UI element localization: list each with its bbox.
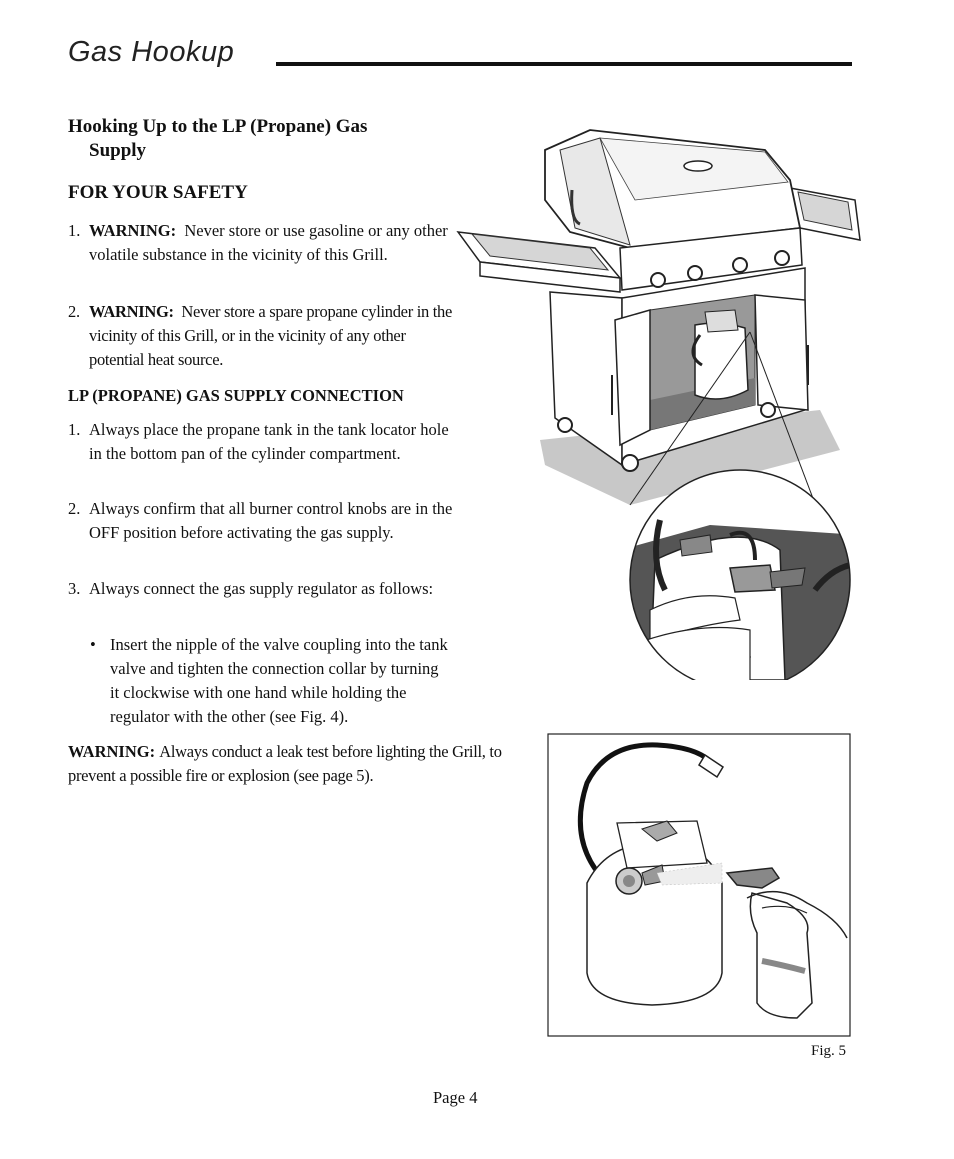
safety-item-2 <box>68 300 460 372</box>
page-title: Gas Hookup <box>68 36 235 68</box>
item-number: 3. <box>68 579 81 598</box>
grill-illustration <box>450 120 870 680</box>
item-text: Always connect the gas supply regulator as follows: <box>89 579 434 598</box>
figure-caption: Fig. 5 <box>811 1043 847 1059</box>
warning-label: WARNING: <box>89 302 174 321</box>
section-heading <box>68 115 448 163</box>
leak-test-illustration <box>547 733 851 1038</box>
safety-item-1 <box>68 219 460 267</box>
leak-test-warning <box>68 740 548 788</box>
warning-text: Always conduct a leak test before lighting the Grill, to prevent a possible fire or explosion (see page 5). <box>68 742 502 785</box>
item-number: 2. <box>68 302 80 321</box>
item-text: Never store a spare propane cylinder in the vicinity of this Grill, or in the vicinity of any other potential heat source. <box>89 302 453 369</box>
item-text: Always place the propane tank in the tank locator hole in the bottom pan of the cylinder compartment. <box>89 420 449 463</box>
warning-label: WARNING: <box>89 221 177 240</box>
section-heading-line1: Hooking Up to the LP (Propane) Gas <box>68 116 368 137</box>
bullet-text: Insert the nipple of the valve coupling into the tank valve and tighten the connection collar by turning it clockwise with one hand while holding the regulator with the other (see Fig. 4). <box>110 635 448 726</box>
item-number: 1. <box>68 221 81 240</box>
section-heading-line2: Supply <box>89 140 147 161</box>
lp-item-2 <box>68 497 460 545</box>
item-number: 2. <box>68 499 81 518</box>
item-number: 1. <box>68 420 81 439</box>
warning-label: WARNING: <box>68 742 156 761</box>
bullet-mark: • <box>90 635 96 654</box>
page-number: Page 4 <box>433 1088 478 1107</box>
item-text: Always confirm that all burner control knobs are in the OFF position before activating the gas supply. <box>89 499 453 542</box>
item-text: Never store or use gasoline or any other volatile substance in the vicinity of this Grill. <box>89 221 448 264</box>
safety-heading: FOR YOUR SAFETY <box>68 182 248 203</box>
lp-item-1 <box>68 418 460 466</box>
lp-item-3 <box>68 577 448 601</box>
lp-heading: LP (PROPANE) GAS SUPPLY CONNECTION <box>68 386 404 405</box>
header-rule <box>276 62 852 66</box>
